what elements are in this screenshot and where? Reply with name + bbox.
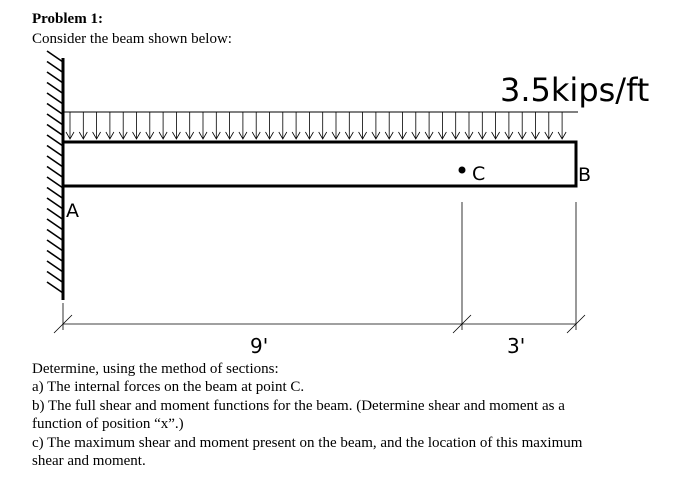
- wall-hatch-line: [47, 104, 63, 115]
- wall-hatch-line: [47, 167, 63, 178]
- wall-hatch-line: [47, 114, 63, 125]
- point-c-marker: [459, 167, 466, 174]
- question-c-line1: c) The maximum shear and moment present on the beam, and the location of this maximum: [32, 435, 583, 451]
- wall-hatch-line: [47, 230, 63, 241]
- wall-hatch-line: [47, 240, 63, 251]
- wall-hatch-line: [47, 261, 63, 272]
- wall-hatch-line: [47, 72, 63, 83]
- point-a-label: A: [66, 200, 79, 222]
- distributed-load-arrows: [66, 112, 566, 139]
- wall-hatching: [47, 51, 63, 293]
- question-c-line2: shear and moment.: [32, 453, 146, 469]
- wall-hatch-line: [47, 272, 63, 283]
- wall-hatch-line: [47, 219, 63, 230]
- question-a: a) The internal forces on the beam at point C.: [32, 379, 305, 395]
- dimension-label-right: 3': [507, 334, 526, 358]
- wall-hatch-line: [47, 251, 63, 262]
- question-b-line2: function of position “x”.): [32, 416, 184, 432]
- problem-intro: Consider the beam shown below:: [32, 31, 232, 47]
- wall-hatch-line: [47, 188, 63, 199]
- wall-hatch-line: [47, 177, 63, 188]
- wall-hatch-line: [47, 135, 63, 146]
- wall-hatch-line: [47, 83, 63, 94]
- wall-hatch-line: [47, 93, 63, 104]
- wall-hatch-line: [47, 146, 63, 157]
- wall-hatch-line: [47, 198, 63, 209]
- wall-hatch-line: [47, 62, 63, 73]
- load-label: 3.5kips/ft: [500, 71, 650, 109]
- question-b-line1: b) The full shear and moment functions for the beam. (Determine shear and moment as a: [32, 398, 565, 414]
- point-c-label: C: [472, 163, 486, 185]
- dimension-label-left: 9': [250, 334, 269, 358]
- wall-hatch-line: [47, 51, 63, 62]
- point-b-label: B: [578, 164, 592, 186]
- wall-hatch-line: [47, 209, 63, 220]
- wall-hatch-line: [47, 125, 63, 136]
- beam-body: [63, 142, 576, 186]
- problem-title: Problem 1:: [32, 11, 103, 27]
- wall-hatch-line: [47, 156, 63, 167]
- question-lead: Determine, using the method of sections:: [32, 361, 279, 377]
- wall-hatch-line: [47, 282, 63, 293]
